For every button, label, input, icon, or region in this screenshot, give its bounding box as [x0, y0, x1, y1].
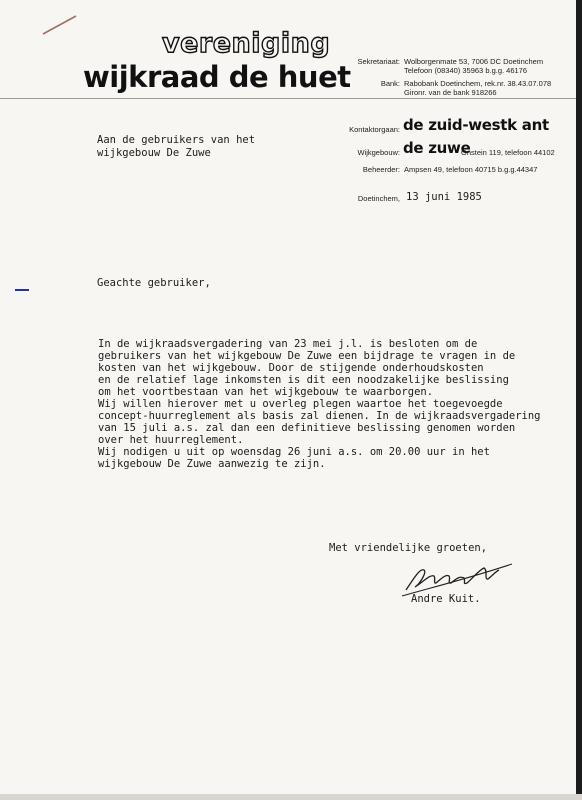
recipient-line-1: Aan de gebruikers van het	[97, 134, 256, 146]
building-address: Onstein 119, telefoon 44102	[461, 148, 555, 157]
body-line: gebruikers van het wijkgebouw De Zuwe een bijdrage te vragen in de	[98, 350, 516, 362]
body-line: van 15 juli a.s. zal dan een definitieve beslissing genomen worden	[98, 422, 516, 434]
bank-line-1: Rabobank Doetinchem, rek.nr. 38.43.07.078	[404, 79, 552, 88]
body-line: kosten van het wijkgebouw. Door de stijgende onderhoudskosten	[98, 362, 484, 374]
punch-mark-icon	[15, 289, 29, 291]
secretariat-line-1: Wolborgenmate 53, 7006 DC Doetinchem	[404, 57, 544, 66]
pencil-mark-icon	[40, 12, 80, 38]
recipient-line-2: wijkgebouw De Zuwe	[97, 147, 211, 159]
logo-wijkraad: wijkraad de huet	[83, 60, 351, 94]
secretariat-line-2: Telefoon (08340) 35963 b.g.g. 46176	[404, 66, 528, 75]
body-line: Wij willen hierover met u overleg plegen waartoe het toegevoegde	[98, 398, 503, 410]
body-line: om het voortbestaan van het wijkgebouw te waarborgen.	[98, 386, 434, 398]
body-line: In de wijkraadsvergadering van 23 mei j.l. is besloten om de	[98, 338, 478, 350]
place-label: Doetinchem,	[357, 194, 400, 203]
contact-label: Kontaktorgaan:	[349, 125, 400, 134]
letter-date: 13 juni 1985	[406, 191, 482, 203]
logo-vereniging: vereniging	[162, 28, 331, 59]
bank-label: Bank:	[380, 79, 400, 88]
body-line: concept-huurreglement als basis zal dienen. In de wijkraadsvergadering	[98, 410, 541, 422]
signature-icon	[400, 556, 515, 598]
header-rule	[0, 98, 576, 99]
scan-bottom	[0, 794, 582, 800]
building-label: Wijkgebouw:	[357, 148, 400, 157]
scan-edge	[576, 0, 582, 800]
building-name: de zuwe	[403, 139, 471, 157]
closing: Met vriendelijke groeten,	[329, 542, 488, 554]
signatory-name: Andre Kuit.	[411, 593, 481, 605]
body-line: wijkgebouw De Zuwe aanwezig te zijn.	[98, 458, 326, 470]
body-line: over het huurreglement.	[98, 434, 244, 446]
body-line: en de relatief lage inkomsten is dit een noodzakelijke beslissing	[98, 374, 509, 386]
secretariat-label: Sekretariaat:	[357, 57, 400, 66]
manager-value: Ampsen 49, telefoon 40715 b.g.g.44347	[404, 165, 538, 174]
contact-value: de zuid-westk ant	[403, 116, 549, 134]
salutation: Geachte gebruiker,	[97, 277, 211, 289]
body-line: Wij nodigen u uit op woensdag 26 juni a.s. om 20.00 uur in het	[98, 446, 490, 458]
manager-label: Beheerder:	[362, 165, 400, 174]
bank-line-2: Gironr. van de bank 918266	[404, 88, 497, 97]
